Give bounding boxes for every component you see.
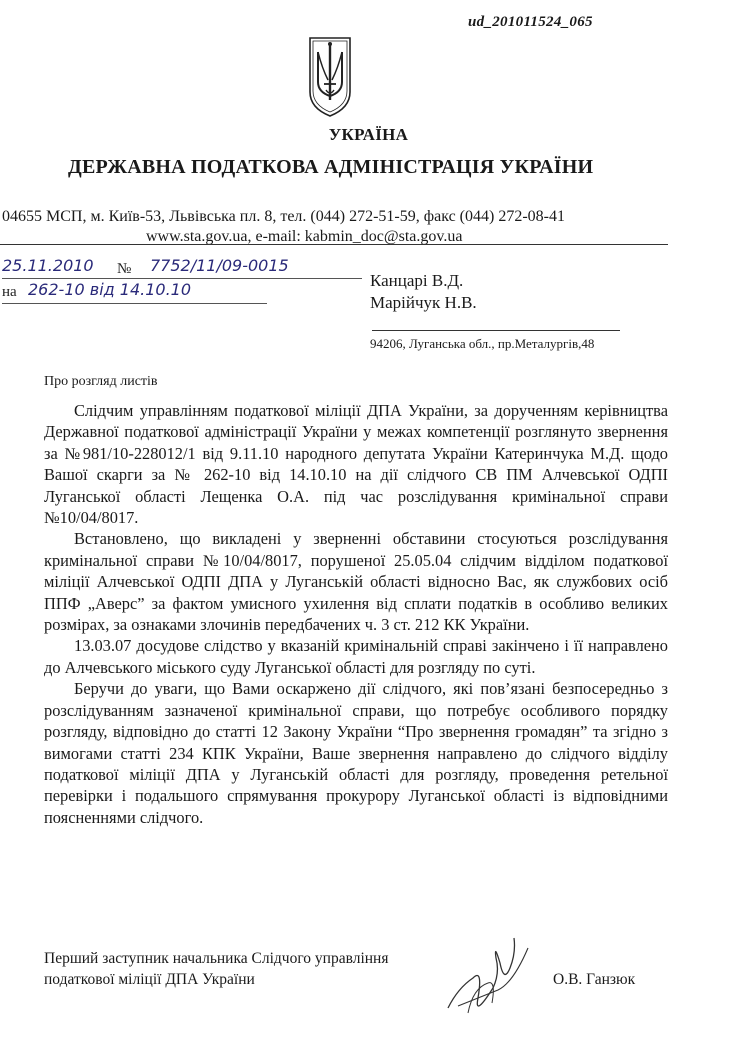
reply-reference: 262-10 від 14.10.10 — [28, 280, 192, 299]
signer-title-line1: Перший заступник начальника Слідчого управління — [44, 950, 389, 967]
body-paragraph: Беручи до уваги, що Вами оскаржено дії слідчого, які пов’язані безпосередньо з розслідуванням зазначеної кримінальної справи, що потребує особливого порядку розгляду, відповідно до статті 12 Закону України “Про звернення громадян” та згідно з вимогами статті 234 КПК України, Ваше звернення направлено до слідчого відділу податкової міліції ДПА у Луганській області для розгляду, проведення ретельної перевірки і подальшого спрямування прокурору Луганської області із відповідними поясненнями слідчого. — [44, 679, 668, 827]
agency-contacts: www.sta.gov.ua, e-mail: kabmin_doc@sta.gov.ua — [146, 228, 463, 245]
letter-subject: Про розгляд листів — [44, 374, 158, 389]
letter-body — [44, 400, 668, 828]
recipient-divider — [372, 330, 620, 331]
signer-name: О.В. Ганзюк — [553, 971, 636, 988]
outgoing-date: 25.11.2010 — [2, 256, 94, 275]
trident-emblem-icon — [300, 30, 360, 120]
outgoing-underline — [2, 278, 362, 279]
body-paragraph: 13.03.07 досудове слідство у вказаній кримінальній справі закінчено і її направлено до Алчевського міського суду Луганської області для розгляду по суті. — [44, 636, 668, 677]
reply-prefix: на — [2, 284, 17, 300]
reply-underline — [2, 303, 267, 304]
country-title: УКРАЇНА — [328, 125, 409, 144]
outgoing-number: 7752/11/09-0015 — [150, 256, 289, 275]
header-divider — [0, 244, 668, 245]
handwritten-signature-icon — [438, 928, 538, 1028]
agency-title: ДЕРЖАВНА ПОДАТКОВА АДМІНІСТРАЦІЯ УКРАЇНИ — [68, 156, 594, 178]
number-sign: № — [117, 261, 132, 277]
recipient-name: Канцарі В.Д. — [370, 271, 464, 290]
agency-address: 04655 МСП, м. Київ-53, Львівська пл. 8, тел. (044) 272-51-59, факс (044) 272-08-41 — [2, 208, 565, 225]
document-id: ud_201011524_065 — [468, 14, 593, 30]
body-paragraph: Встановлено, що викладені у зверненні обставини стосуються розслідування кримінальної справи №10/04/8017, порушеної 25.05.04 слідчим відділом податкової міліції Алчевської ОДПІ ДПА у Луганській області відносно Вас, як службових осіб ППФ „Аверс” за фактом умисного ухилення від сплати податків в особливо великих розмірах, за ознаками злочинів передбачених ч. 3 ст. 212 КК України. — [44, 529, 668, 635]
recipient-address: 94206, Луганська обл., пр.Металургів,48 — [370, 336, 595, 351]
body-paragraph: Слідчим управлінням податкової міліції ДПА України, за дорученням керівництва Державної податкової адміністрації України у межах компетенції розглянуто звернення за №981/10-228012/1 від 9.11.10 народного депутата України Катеринчука М.Д. щодо Вашої скарги за № 262-10 від 14.10.10 на дії слідчого СВ ПМ Алчевської ОДПІ Луганської області Лещенка О.А. під час розслідування кримінальної справи №10/04/8017. — [44, 401, 668, 528]
signer-title-line2: податкової міліції ДПА України — [44, 971, 255, 988]
recipient-name: Марійчук Н.В. — [370, 293, 477, 312]
